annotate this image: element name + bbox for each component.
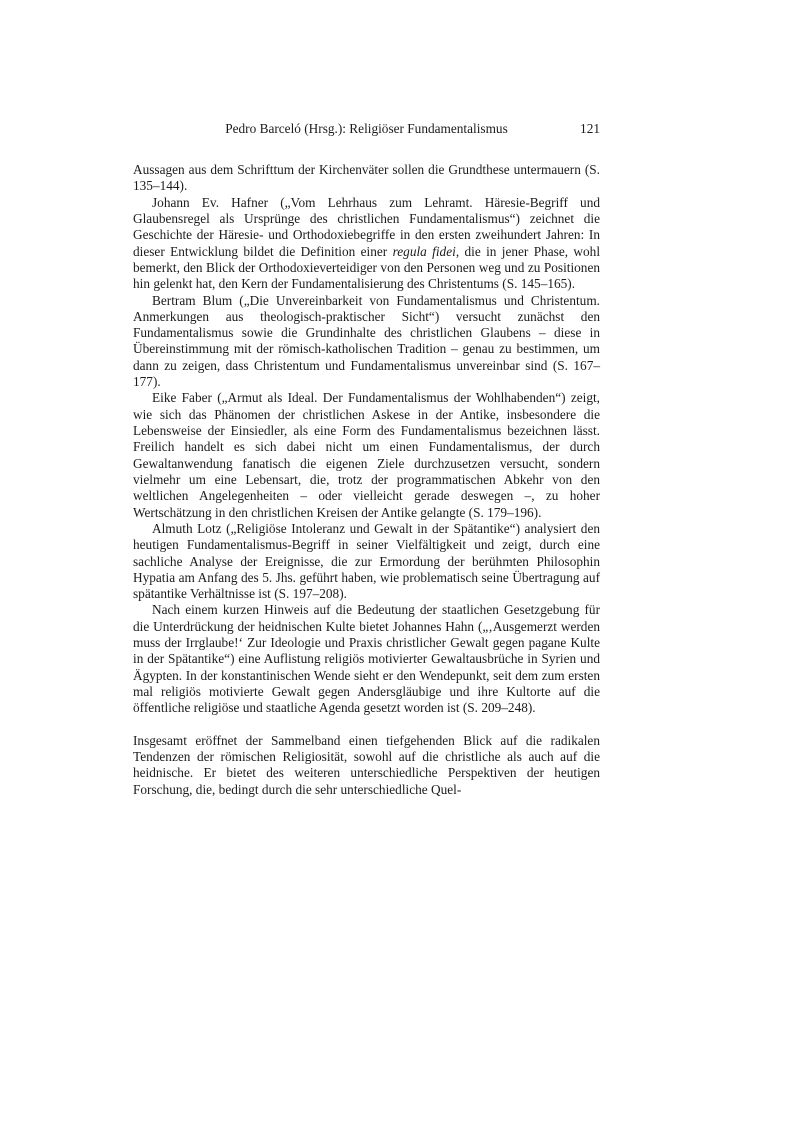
text-run: , die in jener Phase, wohl bemerkt, den Blick der Orthodoxieverteidiger von den Personen weg und zu Positionen hin gelenkt hat, den Kern der Fundamentalisierung des Christentums (S. 145–165).	[133, 243, 601, 292]
text-run: Johann Ev. Hafner („Vom Lehrhaus zum Lehramt. Häresie-Begriff und Glaubensregel als Ursprünge des christlichen Fundamentalismus“) zeichnet die Geschichte der Häresie- und Orthodoxiebegriffe in den ersten zweihundert Jahren: In dieser Entwicklung bildet die Definition einer	[133, 194, 600, 259]
body-paragraph	[133, 733, 600, 798]
text-run: Bertram Blum („Die Unvereinbarkeit von Fundamentalismus und Christentum. Anmerkungen aus theologisch-praktischer Sicht“) versucht zunächst den Fundamentalismus sowie die Grundinhalte des christlichen Glaubens – diese in Übereinstimmung mit der römisch-katholischen Tradition – genau zu bestimmen, um dann zu zeigen, dass Christentum und Fundamentalismus unvereinbar sind (S. 167–177).	[133, 292, 600, 390]
body-text	[133, 162, 600, 798]
text-run: Insgesamt eröffnet der Sammelband einen tiefgehenden Blick auf die radikalen Tendenzen der römischen Religiosität, sowohl auf die christliche als auch auf die heidnische. Er bietet des weiteren unterschiedliche Perspektiven der heutigen Forschung, die, bedingt durch die sehr unterschiedliche Quel-	[133, 732, 600, 797]
text-run: Nach einem kurzen Hinweis auf die Bedeutung der staatlichen Gesetzgebung für die Unterdrückung der heidnischen Kulte bietet Johannes Hahn („‚Ausgemerzt werden muss der Irrglaube!‘ Zur Ideologie und Praxis christlicher Gewalt gegen pagane Kulte in der Spätantike“) eine Auflistung religiös motivierter Gewaltausbrüche in Syrien und Ägypten. In der konstantinischen Wende sieht er den Wendepunkt, seit dem zum ersten mal religiös motivierte Gewalt gegen Andersgläubige und ihre Kultorte auf die öffentliche religiöse und staatliche Agenda gesetzt worden ist (S. 209–248).	[133, 602, 600, 716]
body-paragraph	[133, 602, 600, 716]
body-paragraph	[133, 162, 600, 195]
running-header-title: Pedro Barceló (Hrsg.): Religiöser Fundamentalismus	[225, 121, 508, 136]
page-number: 121	[580, 121, 600, 136]
body-paragraph	[133, 521, 600, 603]
italic-term: regula fidei	[392, 243, 456, 259]
text-block	[133, 120, 600, 798]
body-paragraph	[133, 390, 600, 521]
text-run: Eike Faber („Armut als Ideal. Der Fundamentalismus der Wohlhabenden“) zeigt, wie sich das Phänomen der christlichen Askese in der Antike, insbesondere die Lebensweise der Einsiedler, als eine Form des Fundamentalismus bezeichnen lässt. Freilich handelt es sich dabei nicht um einen Fundamentalismus, der durch Gewaltanwendung fanatisch die eigenen Ziele durchzusetzen versucht, sondern vielmehr um eine Lebensart, die, trotz der programmatischen Abkehr von den weltlichen Angelegenheiten – oder vielleicht gerade deswegen –, zu hoher Wertschätzung in den christlichen Kreisen der Antike gelangte (S. 179–196).	[133, 390, 600, 520]
text-run: Almuth Lotz („Religiöse Intoleranz und Gewalt in der Spätantike“) analysiert den heutigen Fundamentalismus-Begriff in seiner Vielfältigkeit und zeigt, durch eine sachliche Analyse der Ereignisse, die zur Ermordung der berühmten Philosophin Hypatia am Anfang des 5. Jhs. geführt haben, wie problematisch seine Übertragung auf spätantike Verhältnisse ist (S. 197–208).	[133, 520, 600, 602]
text-run: Aussagen aus dem Schrifttum der Kirchenväter sollen die Grundthese untermauern (S. 135–144).	[133, 162, 600, 194]
body-paragraph	[133, 195, 600, 293]
body-paragraph	[133, 293, 600, 391]
running-header	[133, 120, 600, 137]
